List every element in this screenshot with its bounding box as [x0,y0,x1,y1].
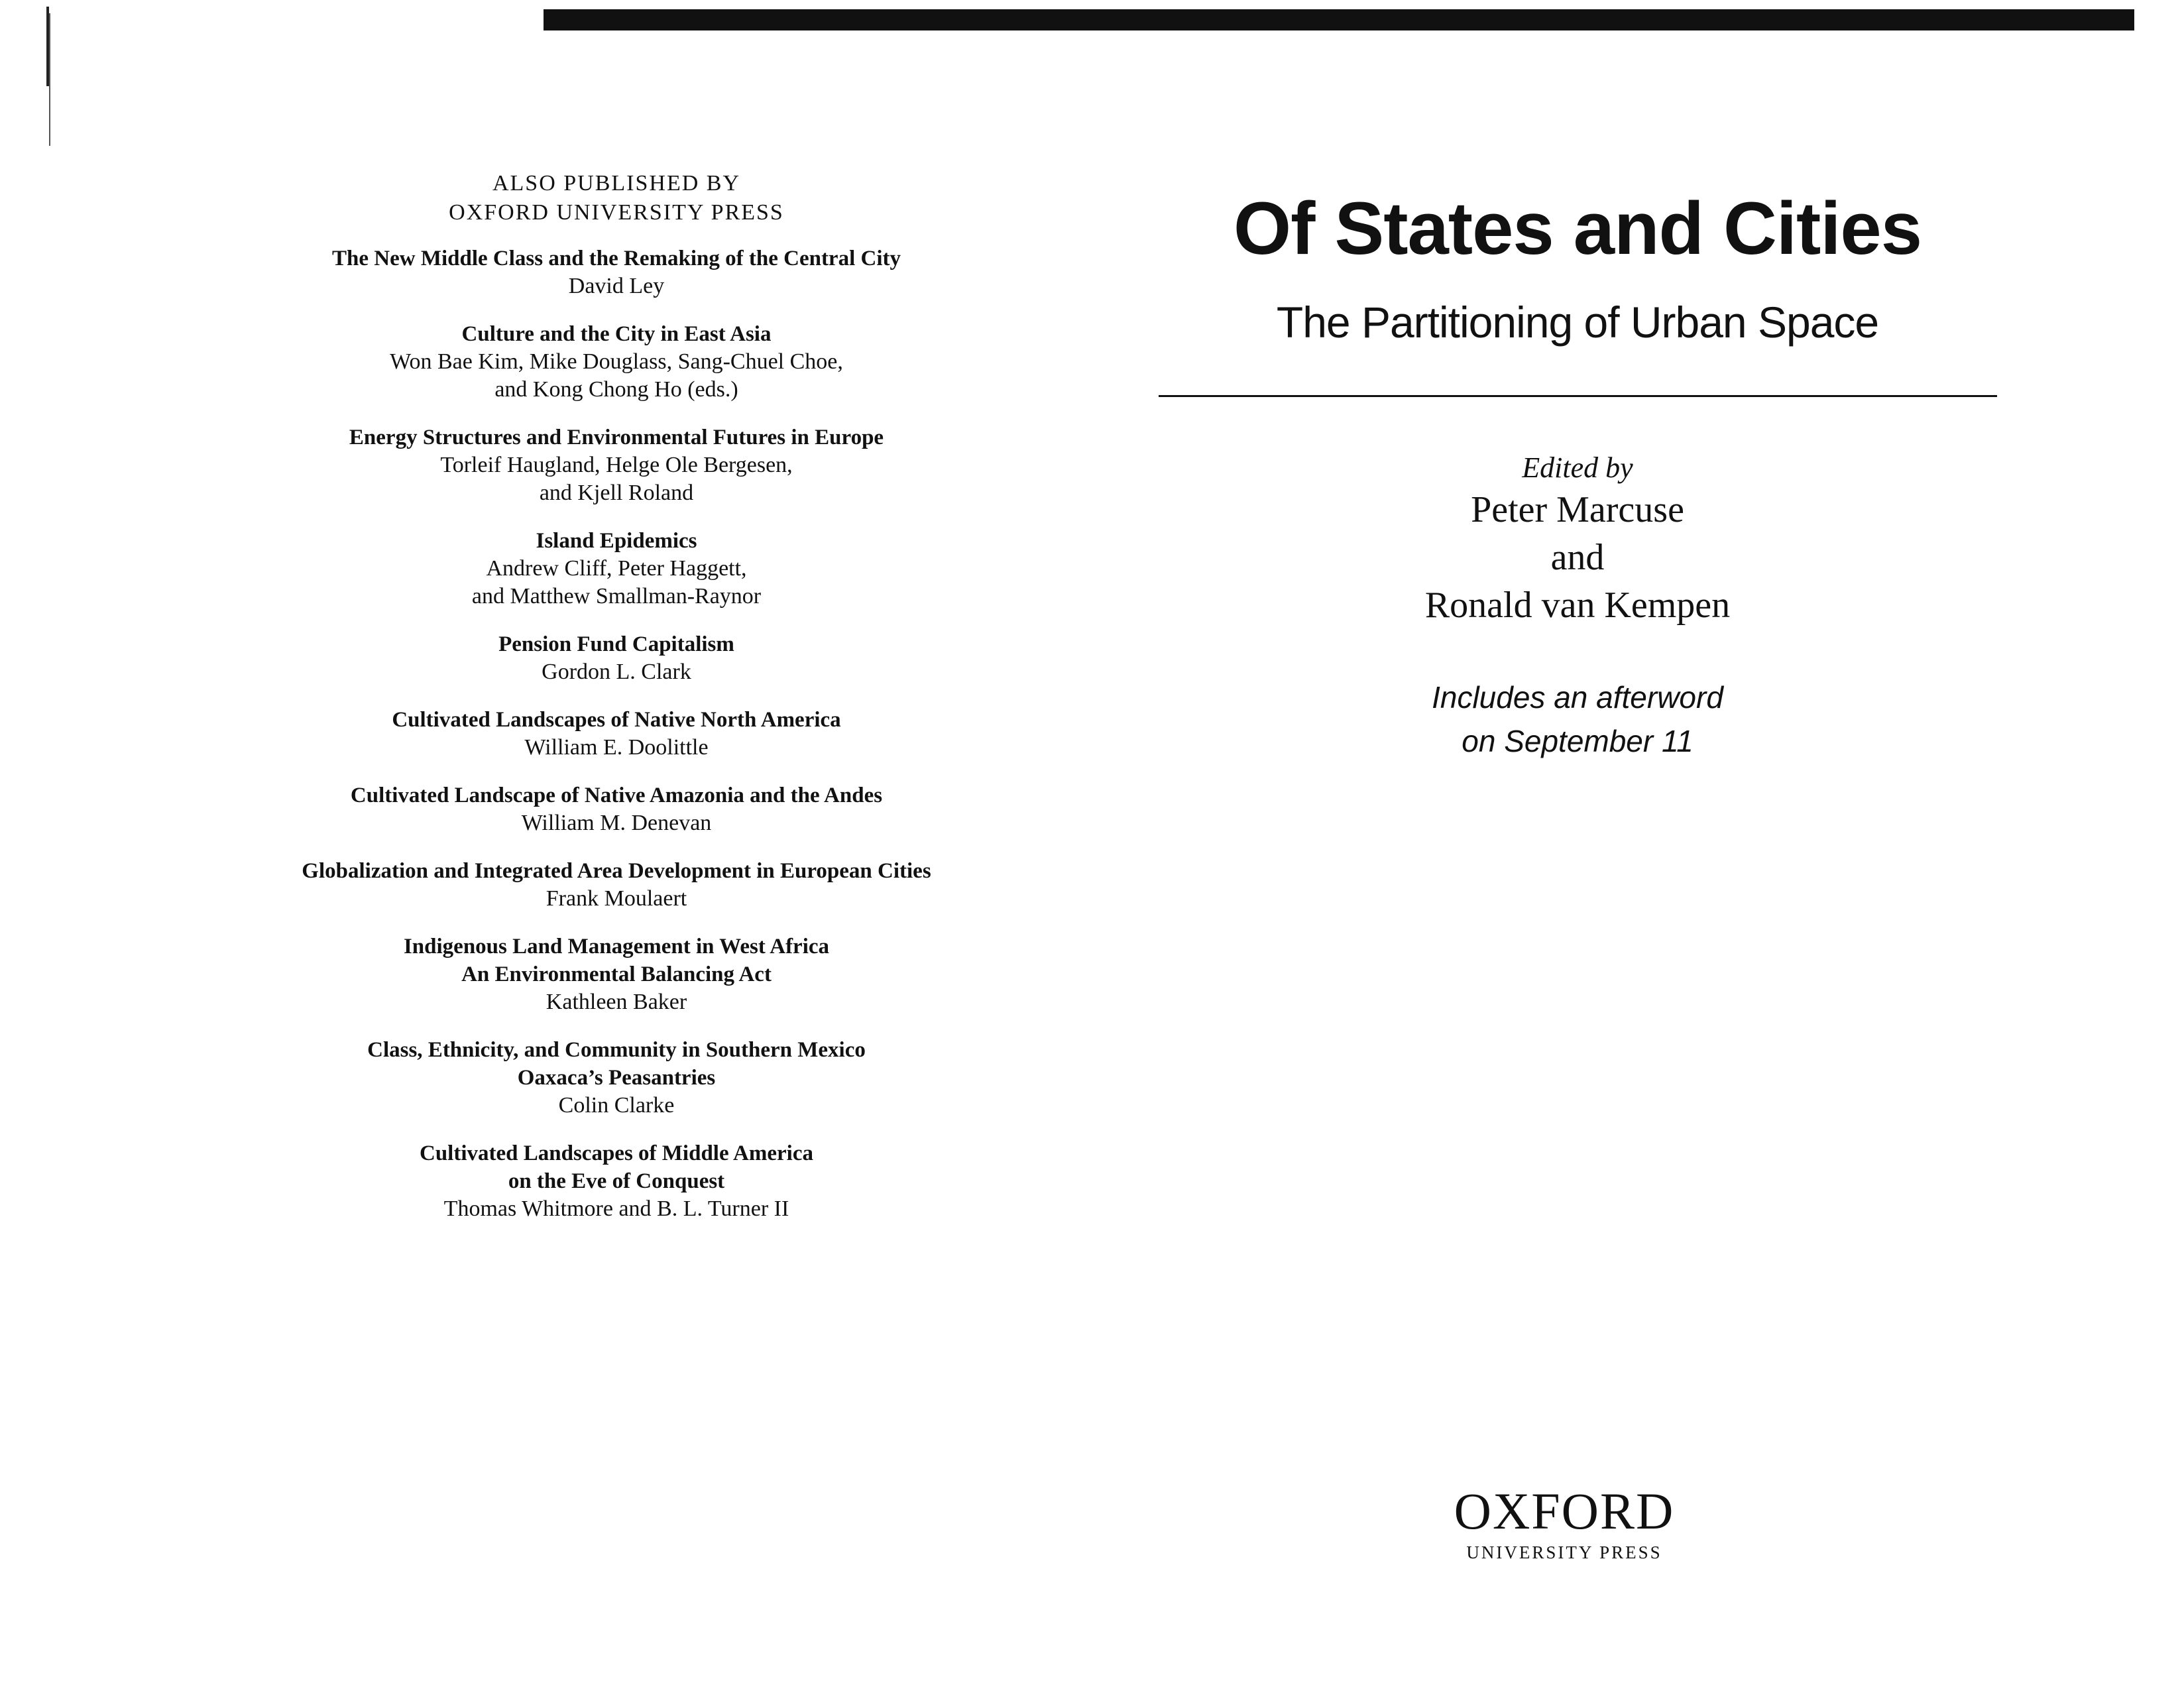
book-entry-author: Kathleen Baker [546,990,687,1014]
book-list [252,245,981,1223]
book-entry-title: The New Middle Class and the Remaking of the Central City [332,247,901,270]
book-entry-title: Cultivated Landscapes of Middle America [420,1141,813,1165]
publisher-name: OXFORD [1454,1482,1675,1540]
book-entry-author: David Ley [568,274,665,298]
book-entry-author: William M. Denevan [521,811,712,835]
book-entry-title: Globalization and Integrated Area Development in European Cities [302,859,931,883]
book-entry-author: Won Bae Kim, Mike Douglass, Sang-Chuel Choe, [390,349,843,374]
book-entry-author: William E. Doolittle [524,735,709,760]
book-entry-title: Indigenous Land Management in West Africa [403,935,830,958]
also-published-page [252,169,981,1243]
book-title: Of States and Cities [1233,187,1922,270]
book-entry [252,630,981,686]
book-entry-title: on the Eve of Conquest [508,1169,725,1193]
header-line: OXFORD UNIVERSITY PRESS [449,200,784,225]
book-entry [252,245,981,300]
book-entry-title: Cultivated Landscape of Native Amazonia and the Andes [350,783,883,807]
book-entry [252,857,981,913]
book-entry-author: Gordon L. Clark [542,660,691,684]
book-entry-author: and Matthew Smallman-Raynor [471,584,762,609]
book-entry-title: Culture and the City in East Asia [461,322,772,346]
book-entry [252,527,981,610]
book-entry-author: Thomas Whitmore and B. L. Turner II [443,1196,789,1221]
publisher-logo [1418,1482,1710,1564]
also-published-header [252,169,981,227]
book-entry-author: Colin Clarke [558,1093,675,1118]
book-entry [252,1036,981,1120]
book-subtitle: The Partitioning of Urban Space [1276,298,1879,347]
edited-by-label: Edited by [1522,451,1633,484]
publisher-subtitle: UNIVERSITY PRESS [1466,1542,1662,1562]
book-entry [252,424,981,507]
book-entry [252,706,981,762]
book-entry-author: Frank Moulaert [546,886,687,911]
book-entry-title: Class, Ethnicity, and Community in Southern Mexico [367,1038,866,1062]
book-entry-author: and Kjell Roland [539,481,694,505]
book-entry-title: Island Epidemics [536,529,697,553]
afterword-line: Includes an afterword [1432,680,1723,715]
title-rule [1159,395,1997,397]
book-entry-title: Pension Fund Capitalism [498,632,734,656]
editor-conjunction: and [1550,537,1605,578]
afterword-note [1153,675,2002,763]
book-entry-author: and Kong Chong Ho (eds.) [494,377,738,402]
afterword-line: on September 11 [1462,724,1694,758]
book-entry-title: Energy Structures and Environmental Futures in Europe [349,426,884,449]
editor-name: Ronald van Kempen [1424,585,1731,626]
book-entry-author: Torleif Haugland, Helge Ole Bergesen, [440,453,793,477]
title-page [1153,186,2002,763]
editor-name: Peter Marcuse [1471,489,1684,530]
scan-edge-bar [544,9,2134,30]
book-entry-author: Andrew Cliff, Peter Haggett, [486,556,747,581]
book-entry [252,320,981,404]
book-entry-title: Cultivated Landscapes of Native North America [392,708,841,732]
scan-edge-line [49,13,50,146]
book-entry-title: An Environmental Balancing Act [461,962,772,986]
book-entry [252,1139,981,1223]
header-line: ALSO PUBLISHED BY [492,171,741,196]
book-entry [252,933,981,1016]
book-entry [252,782,981,837]
book-entry-title: Oaxaca’s Peasantries [517,1066,716,1090]
